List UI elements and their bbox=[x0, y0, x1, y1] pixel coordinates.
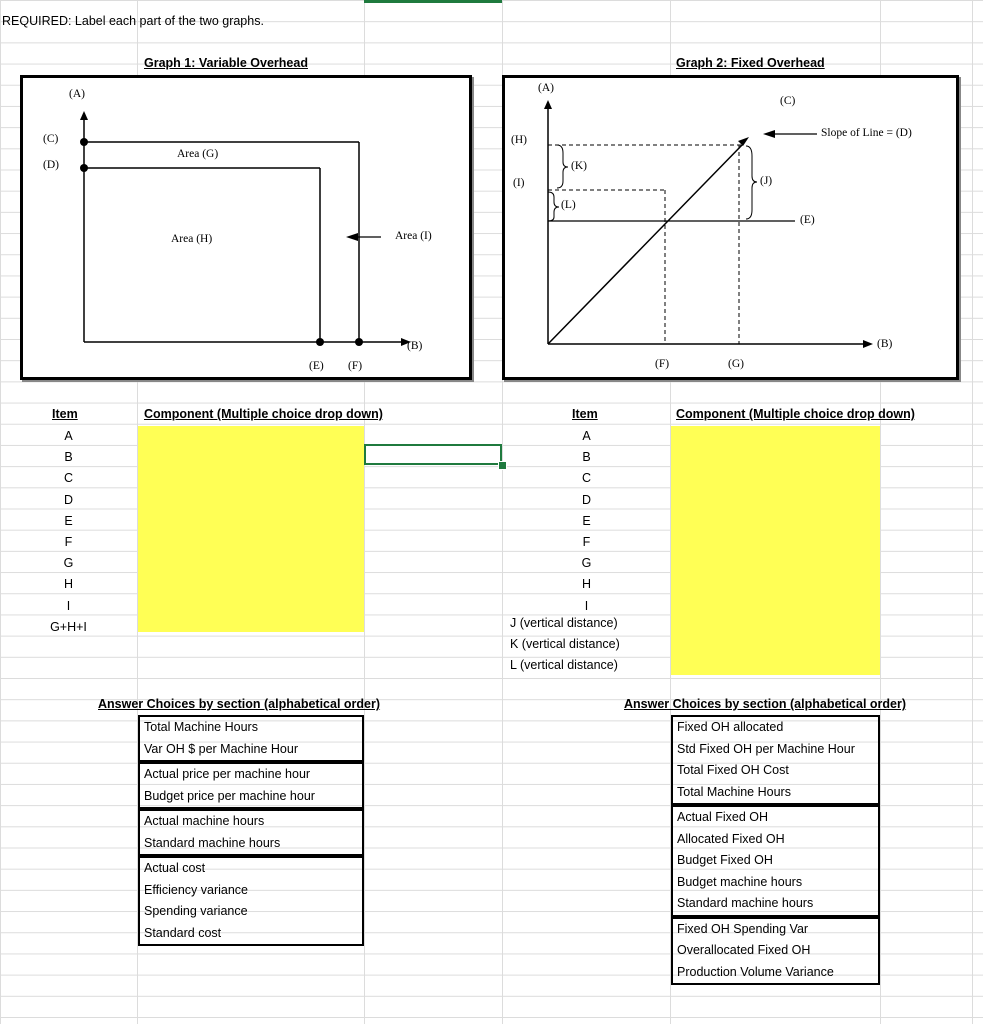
table1-answer-cells[interactable] bbox=[138, 426, 364, 632]
choice-option: Total Machine Hours bbox=[138, 715, 364, 739]
g1-label-e: (E) bbox=[309, 360, 324, 372]
table1-item: C bbox=[63, 471, 74, 486]
g1-area-h: Area (H) bbox=[171, 233, 213, 245]
table2-item: B bbox=[582, 450, 591, 465]
choice-option: Budget machine hours bbox=[671, 872, 880, 894]
table1-item: G bbox=[63, 556, 74, 571]
point-e bbox=[316, 338, 324, 346]
table1-component-header: Component (Multiple choice drop down) bbox=[144, 407, 383, 421]
column-gridline bbox=[972, 0, 973, 1024]
table2-item: H bbox=[581, 577, 592, 592]
choice-option: Standard cost bbox=[138, 923, 364, 947]
choice-option: Standard machine hours bbox=[671, 893, 880, 917]
choice-option: Budget price per machine hour bbox=[138, 786, 364, 810]
g1-label-b: (B) bbox=[407, 340, 423, 352]
g2-label-f: (F) bbox=[655, 358, 670, 370]
g1-area-i: Area (I) bbox=[395, 230, 432, 242]
choices2-list bbox=[671, 715, 880, 985]
graph2-chart bbox=[502, 75, 959, 380]
selected-column-indicator bbox=[364, 0, 502, 3]
table2-item-header: Item bbox=[572, 407, 598, 421]
table2-item: F bbox=[582, 534, 591, 549]
g1-label-f: (F) bbox=[348, 360, 363, 372]
choice-option: Actual machine hours bbox=[138, 809, 364, 833]
choice-option: Actual price per machine hour bbox=[138, 762, 364, 786]
table1-item: A bbox=[64, 429, 73, 443]
choice-option: Std Fixed OH per Machine Hour bbox=[671, 739, 880, 761]
table2-item: G bbox=[581, 556, 592, 571]
choice-option: Standard machine hours bbox=[138, 833, 364, 857]
choice-option: Production Volume Variance bbox=[671, 962, 880, 986]
g1-label-a: (A) bbox=[69, 88, 85, 100]
g2-label-g: (G) bbox=[728, 358, 744, 370]
table2-item-l: L (vertical distance) bbox=[510, 658, 618, 672]
g2-slope-label: Slope of Line = (D) bbox=[821, 127, 912, 139]
choice-option: Budget Fixed OH bbox=[671, 850, 880, 872]
graph1-title: Graph 1: Variable Overhead bbox=[144, 56, 308, 70]
choice-option: Spending variance bbox=[138, 901, 364, 923]
choice-option: Actual cost bbox=[138, 856, 364, 880]
table2-item: C bbox=[581, 471, 592, 486]
g2-label-i: (I) bbox=[513, 177, 525, 189]
choice-option: Allocated Fixed OH bbox=[671, 829, 880, 851]
g1-area-g: Area (G) bbox=[177, 148, 219, 160]
table1-item: D bbox=[63, 492, 74, 507]
table2-item: A bbox=[582, 429, 591, 443]
graph2-title: Graph 2: Fixed Overhead bbox=[676, 56, 825, 70]
g2-label-a: (A) bbox=[538, 82, 554, 94]
choice-option: Var OH $ per Machine Hour bbox=[138, 739, 364, 763]
choices1-list bbox=[138, 715, 364, 946]
table1-item: H bbox=[63, 577, 74, 592]
g2-label-e: (E) bbox=[800, 214, 815, 226]
table1-item: G+H+I bbox=[50, 619, 87, 634]
g2-label-l: (L) bbox=[561, 199, 576, 211]
point-f bbox=[355, 338, 363, 346]
table1-item: E bbox=[64, 513, 73, 528]
point-d bbox=[80, 164, 88, 172]
choice-option: Overallocated Fixed OH bbox=[671, 940, 880, 962]
g2-label-c: (C) bbox=[780, 95, 796, 107]
table2-answer-cells[interactable] bbox=[671, 426, 880, 675]
table2-component-header: Component (Multiple choice drop down) bbox=[676, 407, 915, 421]
g2-label-j: (J) bbox=[760, 175, 773, 187]
g2-label-k: (K) bbox=[571, 160, 587, 172]
table1-item-header: Item bbox=[52, 407, 78, 421]
table1-item: B bbox=[64, 450, 73, 465]
choice-option: Total Fixed OH Cost bbox=[671, 760, 880, 782]
table2-item-k: K (vertical distance) bbox=[510, 637, 620, 651]
table2-item-j: J (vertical distance) bbox=[510, 616, 618, 630]
choice-option: Actual Fixed OH bbox=[671, 805, 880, 829]
choice-option: Total Machine Hours bbox=[671, 782, 880, 806]
graph1-chart bbox=[20, 75, 472, 380]
table2-items bbox=[503, 426, 670, 617]
table1-item: I bbox=[66, 598, 71, 613]
table2-item: I bbox=[584, 598, 589, 613]
point-c bbox=[80, 138, 88, 146]
choice-option: Fixed OH allocated bbox=[671, 715, 880, 739]
table1-item: F bbox=[64, 534, 73, 549]
table2-item: D bbox=[581, 492, 592, 507]
g1-label-d: (D) bbox=[43, 159, 59, 171]
choices1-title: Answer Choices by section (alphabetical order) bbox=[98, 697, 381, 711]
table1-items bbox=[0, 426, 137, 638]
g1-label-c: (C) bbox=[43, 133, 59, 145]
choice-option: Efficiency variance bbox=[138, 880, 364, 902]
g2-label-b: (B) bbox=[877, 338, 893, 350]
selected-cell[interactable] bbox=[364, 444, 502, 465]
g2-label-h: (H) bbox=[511, 134, 527, 146]
graph2-svg bbox=[505, 78, 962, 383]
required-instruction: REQUIRED: Label each part of the two graphs. bbox=[2, 14, 264, 28]
choice-option: Fixed OH Spending Var bbox=[671, 917, 880, 941]
table2-item: E bbox=[582, 513, 591, 528]
choices2-title: Answer Choices by section (alphabetical order) bbox=[624, 697, 907, 711]
